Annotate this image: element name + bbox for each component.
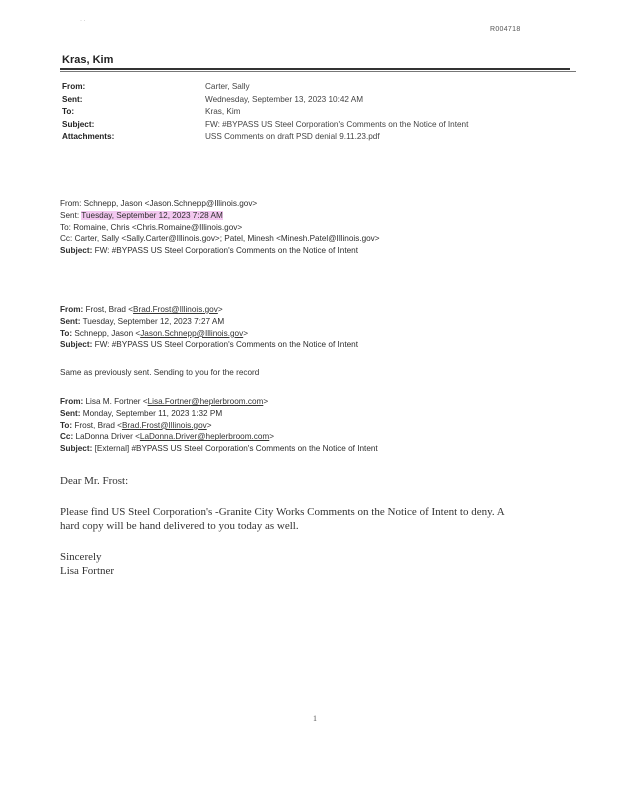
scan-specks: · · (80, 18, 86, 24)
msg3-sent-label: Sent: (60, 408, 81, 418)
msg2-subject: FW: #BYPASS US Steel Corporation's Comments on the Notice of Intent (94, 340, 358, 350)
msg3-to-email-link[interactable]: Brad.Frost@Illinois.gov (121, 420, 207, 430)
forwarded-message-2: From: Frost, Brad <Brad.Frost@Illinois.gov> Sent: Tuesday, September 12, 2023 7:27 AM To: Schnepp, Jason <Jason.Schnepp@Illinois.gov> Subject: FW: #BYPASS US Steel Corporation's Comments on the Notice of Intent (60, 305, 358, 350)
header-to-label: To: (62, 107, 75, 116)
msg1-from-label: From: (60, 199, 82, 208)
header-rule-thin (60, 71, 576, 72)
letter-closing-word: Sincerely (60, 551, 102, 563)
msg3-cc-email-link[interactable]: LaDonna.Driver@heplerbroom.com (139, 432, 270, 442)
msg1-cc-label: Cc: (60, 234, 73, 244)
page-number: 1 (313, 714, 317, 723)
bates-number: R004718 (490, 26, 521, 33)
msg3-from-name: Lisa M. Fortner (85, 397, 141, 406)
msg1-subject: FW: #BYPASS US Steel Corporation's Comments on the Notice of Intent (94, 246, 358, 256)
original-message: From: Lisa M. Fortner <Lisa.Fortner@heplerbroom.com> Sent: Monday, September 11, 2023 1:32 PM To: Frost, Brad <Brad.Frost@Illinois.gov> Cc: LaDonna Driver <LaDonna.Driver@heplerbroom.com> Subject: [External] #BYPASS US Steel Corporation's Comments on the Notice of Intent (60, 397, 378, 454)
msg1-subject-label: Subject: (60, 246, 93, 256)
msg2-from-email-link[interactable]: Brad.Frost@Illinois.gov (133, 305, 218, 314)
header-sent-label: Sent: (62, 94, 83, 104)
header-from-label: From: (62, 82, 86, 91)
msg3-cc-name: LaDonna Driver (75, 432, 133, 442)
header-attachments-value: USS Comments on draft PSD denial 9.11.23.pdf (205, 132, 380, 141)
header-to-value: Kras, Kim (205, 107, 241, 116)
msg3-cc-label: Cc: (60, 432, 74, 442)
msg3-sent: Monday, September 11, 2023 1:32 PM (82, 408, 223, 418)
msg2-to-label: To: (60, 328, 73, 338)
msg3-to-label: To: (60, 420, 73, 430)
header-sent-value: Wednesday, September 13, 2023 10:42 AM (205, 94, 364, 104)
mailbox-owner: Kras, Kim (62, 54, 114, 66)
msg1-from: Schnepp, Jason <Jason.Schnepp@Illinois.gov> (83, 199, 258, 208)
letter-salutation: Dear Mr. Frost: (60, 475, 129, 487)
msg1-to-label: To: (60, 222, 71, 232)
msg2-subject-label: Subject: (60, 340, 93, 350)
letter-body (60, 506, 505, 533)
msg1-cc: Carter, Sally <Sally.Carter@Illinois.gov>; Patel, Minesh <Minesh.Patel@Illinois.gov> (74, 234, 380, 244)
header-from-value: Carter, Sally (205, 82, 250, 91)
header-subject-label: Subject: (62, 119, 95, 129)
letter-body-line-2: hard copy will be hand delivered to you today as well. (60, 519, 299, 532)
msg2-sent-label: Sent: (60, 316, 81, 326)
msg2-to-email-link[interactable]: Jason.Schnepp@Illinois.gov (140, 328, 244, 338)
msg2-sent: Tuesday, September 12, 2023 7:27 AM (82, 316, 225, 326)
header-subject-value: FW: #BYPASS US Steel Corporation's Comments on the Notice of Intent (205, 119, 469, 129)
msg3-from-label: From: (60, 397, 84, 406)
msg2-from-name: Frost, Brad (85, 305, 126, 314)
msg1-sent-highlighted: Tuesday, September 12, 2023 7:28 AM (81, 210, 223, 220)
forwarded-message-1 (60, 198, 380, 257)
letter-closing (60, 551, 114, 578)
msg3-subject: [External] #BYPASS US Steel Corporation's Comments on the Notice of Intent (94, 444, 378, 454)
msg3-from-email-link[interactable]: Lisa.Fortner@heplerbroom.com (147, 397, 264, 406)
msg1-to: Romaine, Chris <Chris.Romaine@Illinois.gov> (73, 222, 243, 232)
header-attachments-label: Attachments: (62, 132, 115, 141)
msg3-to-name: Frost, Brad (74, 420, 115, 430)
header-rule (60, 68, 570, 70)
msg1-sent-label: Sent: (60, 210, 80, 220)
msg2-from-label: From: (60, 305, 84, 314)
msg2-to-name: Schnepp, Jason (74, 328, 134, 338)
letter-body-line-1: Please find US Steel Corporation's -Granite City Works Comments on the Notice of Intent to deny. A (60, 506, 505, 518)
forward-note: Same as previously sent. Sending to you for the record (60, 368, 260, 377)
letter-signature: Lisa Fortner (60, 564, 115, 577)
msg3-subject-label: Subject: (60, 444, 93, 454)
